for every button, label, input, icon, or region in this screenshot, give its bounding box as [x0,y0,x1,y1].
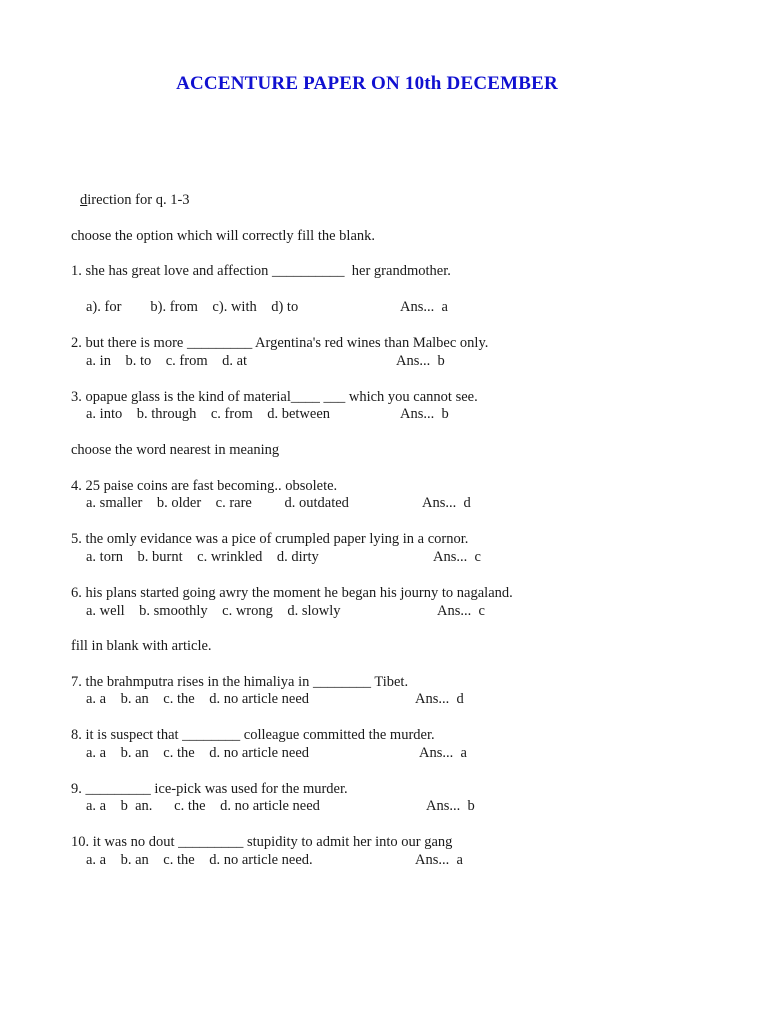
question-1: 1. she has great love and affection __________ her grandmother. [71,263,451,279]
direction-rest: irection for q. 1-3 [87,192,190,208]
question-6-options: a. well b. smoothly c. wrong d. slowly [86,603,341,619]
question-10-answer: Ans... a [415,852,463,868]
question-3-options: a. into b. through c. from d. between [86,406,331,422]
instruction-nearest-meaning: choose the word nearest in meaning [71,442,280,458]
question-1-options: a). for b). from c). with d) to [86,299,299,315]
question-5-answer: Ans... c [433,549,481,565]
direction-first-letter: d [80,192,88,208]
page-title: ACCENTURE PAPER ON 10th DECEMBER [176,73,558,94]
question-10-options: a. a b. an c. the d. no article need. [86,852,313,868]
question-7-answer: Ans... d [415,691,464,707]
question-9: 9. _________ ice-pick was used for the murder. [71,781,348,797]
question-8-options: a. a b. an c. the d. no article need [86,745,310,761]
question-8: 8. it is suspect that ________ colleague committed the murder. [71,727,435,743]
question-9-answer: Ans... b [426,798,475,814]
question-7-options: a. a b. an c. the d. no article need [86,691,310,707]
question-5-options: a. torn b. burnt c. wrinkled d. dirty [86,549,319,565]
question-1-answer: Ans... a [400,299,448,315]
question-4-answer: Ans... d [422,495,471,511]
instruction-article: fill in blank with article. [71,638,212,654]
question-7: 7. the brahmputra rises in the himaliya in ________ Tibet. [71,674,409,690]
question-9-options: a. a b an. c. the d. no article need [86,798,320,814]
question-6-answer: Ans... c [437,603,485,619]
direction-text [80,192,190,209]
question-2: 2. but there is more _________ Argentina's red wines than Malbec only. [71,335,489,351]
question-4-options: a. smaller b. older c. rare d. outdated [86,495,349,511]
question-8-answer: Ans... a [419,745,467,761]
question-4: 4. 25 paise coins are fast becoming.. obsolete. [71,478,338,494]
question-10: 10. it was no dout _________ stupidity to admit her into our gang [71,834,453,850]
question-5: 5. the omly evidance was a pice of crumpled paper lying in a cornor. [71,531,469,547]
question-2-options: a. in b. to c. from d. at [86,353,248,369]
instruction-fill-blank: choose the option which will correctly fill the blank. [71,228,376,244]
question-2-answer: Ans... b [396,353,445,369]
question-3-answer: Ans... b [400,406,449,422]
question-3: 3. opapue glass is the kind of material____ ___ which you cannot see. [71,389,478,405]
question-6: 6. his plans started going awry the moment he began his journy to nagaland. [71,585,513,601]
